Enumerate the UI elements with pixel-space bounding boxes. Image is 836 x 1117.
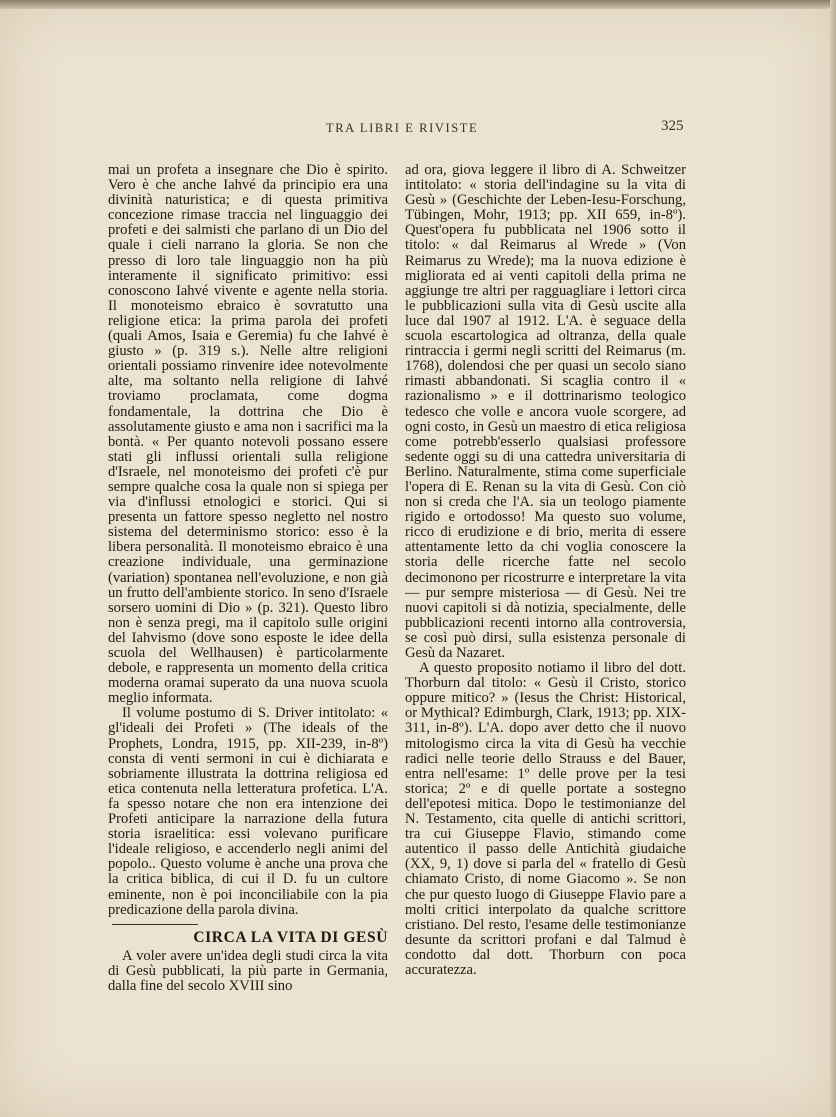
right-paragraph-2: A questo proposito notiamo il libro del dott. Thorburn dal titolo: « Gesù il Cristo, storico oppure mitico? » (Iesus the Christ: Historical, or Mythical? Edimburgh, Clark, 1913; pp. XIX-311, in-8º). L'A. dopo aver detto che il nuovo mitologismo circa la vita di Gesù ha vecchie radici nelle teorie dello Strauss e del Bauer, entra nell'esame: 1º delle prove per la tesi storica; 2º e di quelle portate a sostegno dell'epotesi mitica. Dopo le testimonianze del N. Testamento, cita quelle di antichi scrittori, tra cui Giuseppe Flavio, stimando come autentico il passo delle Antichità giudaiche (XX, 9, 1) dove si parla del « fratello di Gesù chiamato Cristo, di nome Giacomo ». Se non che pur questo luogo di Giuseppe Flavio pare a molti critici interpolato da qualche scrittore cristiano. Del resto, l'esame delle testimonianze desunte da scrittori profani e dal Talmud è condotto dal dott. Thorburn con poca accuratezza. <box>405 660 686 978</box>
left-paragraph-2: Il volume postumo di S. Driver intitolato: « gl'ideali dei Profeti » (The ideals of the Prophets, Londra, 1915, pp. XII-239, in-8º) consta di venti sermoni in cui è dichiarata e sobriamente illustrata la dottrina religiosa ed etica contenuta nella letteratura profetica. L'A. fa spesso notare che non era intenzione dei Profeti anticipare la narrazione della futura storia israelitica: essi volevano purificare l'ideale religioso, e accenderlo negli animi del popolo.. Questo volume è anche una prova che la critica biblica, di cui il D. fu un cultore eminente, non è poi inconciliabile con la pia predicazione della parola divina. <box>108 705 388 918</box>
section-rule <box>112 924 198 925</box>
right-column <box>405 163 686 978</box>
left-column <box>108 163 388 994</box>
left-paragraph-3: A voler avere un'idea degli studi circa la vita di Gesù pubblicati, la più parte in Germania, dalla fine del secolo XVIII sino <box>108 947 388 994</box>
running-title: TRA LIBRI E RIVISTE <box>326 121 479 135</box>
page-top-edge <box>0 0 836 9</box>
page-right-edge <box>830 0 836 1117</box>
section-heading-text: CIRCA LA VITA DI GESÙ <box>193 928 388 946</box>
section-heading <box>108 930 388 945</box>
right-paragraph-1: ad ora, giova leggere il libro di A. Schweitzer intitolato: « storia dell'indagine su la vita di Gesù » (Geschichte der Leben-Iesu-Forschung, Tübingen, Mohr, 1913; pp. XII 659, in-8º). Quest'opera fu pubblicata nel 1906 sotto il titolo: « dal Reimarus al Wrede » (Von Reimarus zu Wrede); ma la nuova edizione è migliorata ed ai venti capitoli della prima ne aggiunge tre altri per ragguagliare i lettori circa le pubblicazioni sulla vita di Gesù uscite alla luce dal 1907 al 1912. L'A. è seguace della scuola escartologica ad oltranza, della quale rintraccia i germi negli scritti del Reimarus (m. 1768), dolendosi che per quasi un secolo siano rimasti abbandonati. Si scaglia contro il « razionalismo » e il dottrinarismo teologico tedesco che volle e ancora vuole scorgere, ad ogni costo, in Gesù un maestro di etica religiosa come potrebb'esserlo qualsiasi professore sedente oggi su di una cattedra universitaria di Berlino. Naturalmente, stima come superficiale l'opera di E. Renan su la vita di Gesù. Con ciò non si creda che l'A. sia un teologo piamente rigido e ortodosso! Ma questo suo volume, ricco di erudizione e di brio, merita di essere attentamente letto da chi voglia conoscere la storia delle ricerche fatte nel secolo decimonono per ricostrurre e interpretare la vita — pur sempre misteriosa — di Gesù. Nei tre nuovi capitoli si dà notizia, specialmente, delle pubblicazioni recenti intorno alla controversia, se così può dirsi, sulla esistenza personale di Gesù da Nazaret. <box>405 162 686 661</box>
page-number: 325 <box>661 118 684 134</box>
left-paragraph-1: mai un profeta a insegnare che Dio è spirito. Vero è che anche Iahvé da principio era una divinità naturistica; e di questa primitiva concezione rimase traccia nel linguaggio dei profeti e dei salmisti che parlano di un Dio del quale i cieli narrano la gloria. Se non che presso di loro tale linguaggio non ha più interamente il significato primitivo: essi conoscono Iahvé vivente e agente nella storia. Il monoteismo ebraico è sovratutto una religione etica: la prima parola dei profeti (quali Amos, Isaia e Geremia) fu che Iahvé è giusto » (p. 319 s.). Nelle altre religioni orientali possiamo rinvenire idee notevolmente alte, ma soltanto nella religione di Iahvé troviamo proclamata, come dogma fondamentale, la dottrina che Dio è assolutamente giusto e ama non i sacrifici ma la bontà. « Per quanto notevoli possano essere stati gli influssi orientali sulla religione d'Israele, nel monoteismo dei profeti c'è pur sempre qualche cosa la quale non si spiega per via d'influssi etnologici e storici. Qui si presenta un fattore spesso negletto nel nostro sistema del determinismo storico: esso è la libera personalità. Il monoteismo ebraico è una creazione individuale, una germinazione (variation) spontanea nell'evoluzione, e non già un frutto dell'ambiente storico. In seno d'Israele sorsero uomini di Dio » (p. 321). Questo libro non è senza pregi, ma il capitolo sulle origini del Iahvismo (dove sono esposte le idee della scuola del Wellhausen) è particolarmente debole, e rappresenta un momento della critica moderna oramai superato da una nuova scuola meglio informata. <box>108 162 388 707</box>
